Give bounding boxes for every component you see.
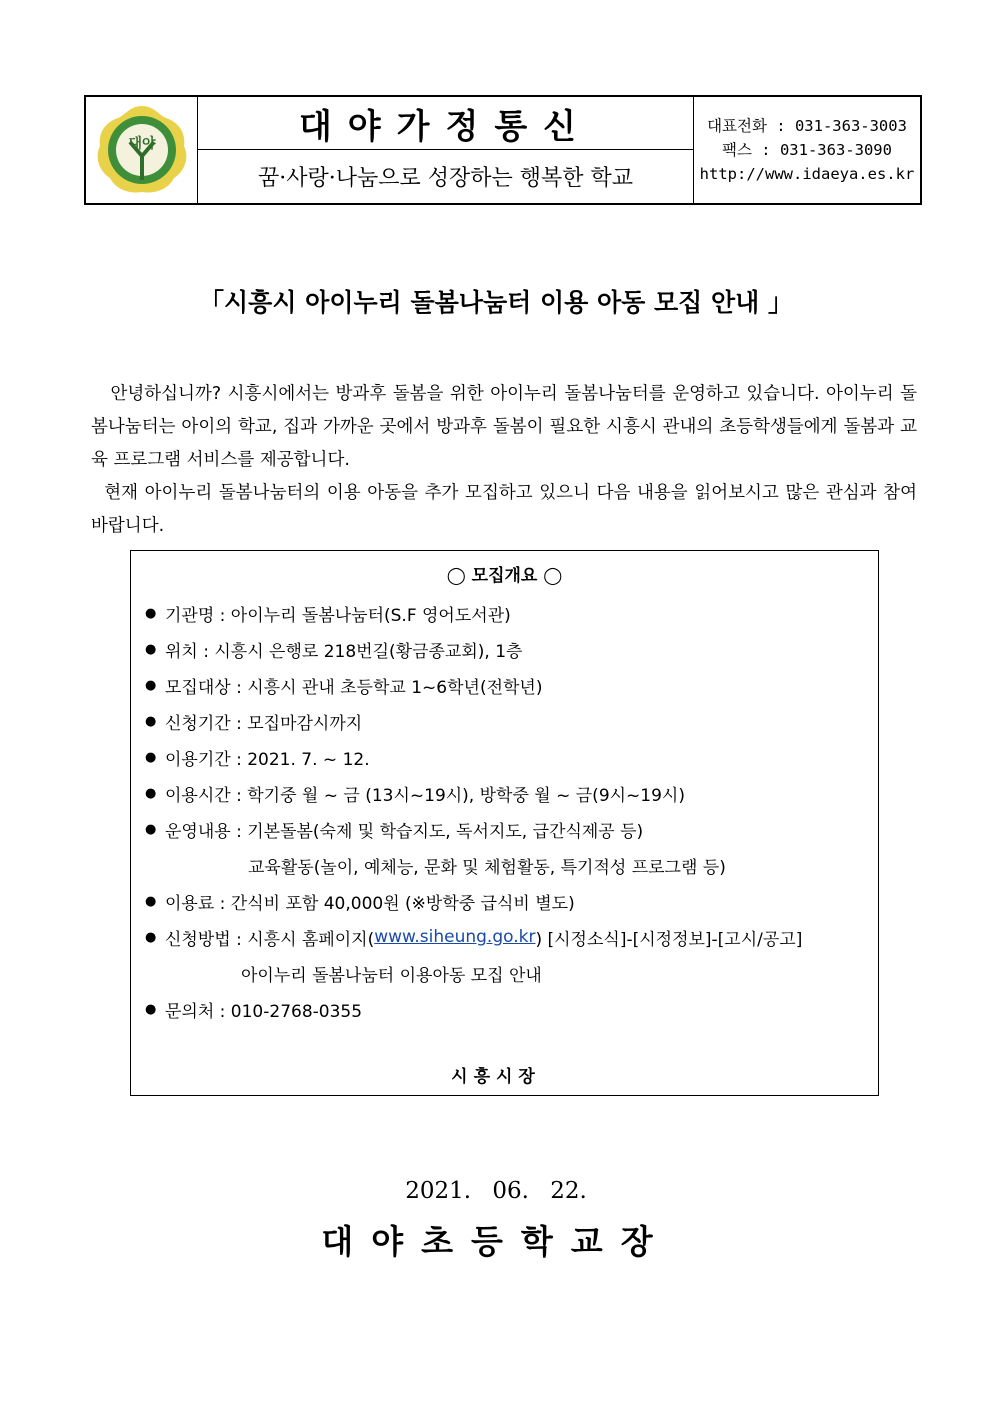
list-item: ● 기관명 : 아이누리 돌봄나눔터(S.F 영어도서관) (145, 605, 511, 626)
school-url[interactable]: http://www.idaeya.es.kr (699, 165, 915, 183)
phone-number: 대표전화 : 031-363-3003 (707, 117, 907, 135)
title-cell (198, 97, 694, 203)
intro-paragraph: 안녕하십니까? 시흥시에서는 방과후 돌봄을 위한 아이누리 돌봄나눔터를 운영하고 있습니다. 아이누리 돌봄나눔터는 아이의 학교, 집과 가까운 곳에서 방과후 돌봄이 필요한 시흥시 관내의 초등학생들에게 돌봄과 교육 프로그램 서비스를 제공합니다. (91, 384, 917, 470)
bullet-icon: ● (145, 677, 157, 693)
school-logo (86, 97, 198, 203)
recruitment-overview-box (130, 550, 879, 1096)
school-emblem-icon (94, 102, 190, 198)
overview-list (145, 595, 802, 1027)
contact-info (694, 97, 920, 203)
bullet-icon: ● (145, 605, 157, 621)
list-item-continuation: 교육활동(놀이, 예체능, 문화 및 체험활동, 특기적성 프로그램 등) (248, 857, 726, 878)
bullet-icon: ● (145, 749, 157, 765)
list-item: ● 신청기간 : 모집마감시까지 (145, 713, 363, 734)
school-motto: 꿈·사랑·나눔으로 성장하는 행복한 학교 (258, 166, 633, 191)
bullet-icon: ● (145, 785, 157, 801)
bullet-icon: ● (145, 821, 157, 837)
list-item: ● 신청방법 : 시흥시 홈페이지( www.siheung.go.kr ) [시정소식]-[시정정보]-[고시/공고] (145, 927, 803, 950)
list-item: ● 이용기간 : 2021. 7. ~ 12. (145, 749, 370, 770)
intro-text (91, 378, 917, 543)
newsletter-title: 대야가정통신 (198, 97, 693, 150)
list-item: ● 문의처 : 010-2768-0355 (145, 1001, 363, 1022)
list-item: ● 모집대상 : 시흥시 관내 초등학교 1~6학년(전학년) (145, 677, 543, 698)
list-item: ● 운영내용 : 기본돌봄(숙제 및 학습지도, 독서지도, 급간식제공 등) (145, 821, 644, 842)
bullet-icon: ● (145, 1001, 157, 1017)
newsletter-header (84, 95, 922, 205)
list-item: ● 이용시간 : 학기중 월 ~ 금 (13시~19시), 방학중 월 ~ 금(9시~19시) (145, 785, 685, 806)
document-title: 「시흥시 아이누리 돌봄나눔터 이용 아동 모집 안내 」 (199, 288, 793, 317)
bullet-icon: ● (145, 713, 157, 729)
logo-text: 대야 (127, 136, 156, 152)
fax-number: 팩스 : 031-363-3090 (722, 141, 892, 159)
list-item-continuation: 아이누리 돌봄나눔터 이용아동 모집 안내 (241, 965, 542, 986)
siheung-homepage-link[interactable]: www.siheung.go.kr (374, 927, 536, 947)
intro-paragraph: 현재 아이누리 돌봄나눔터의 이용 아동을 추가 모집하고 있으니 다음 내용을 읽어보시고 많은 관심과 참여 바랍니다. (91, 483, 917, 536)
box-title: ◯ 모집개요 ◯ (446, 566, 563, 586)
bullet-icon: ● (145, 641, 157, 657)
document-date: 2021. 06. 22. (405, 1178, 587, 1204)
list-item: ● 위치 : 시흥시 은행로 218번길(황금종교회), 1층 (145, 641, 523, 662)
bullet-icon: ● (145, 893, 157, 909)
box-signer: 시흥시장 (451, 1067, 541, 1087)
bullet-icon: ● (145, 929, 157, 945)
list-item: ● 이용료 : 간식비 포함 40,000원 (※방학중 급식비 별도) (145, 893, 575, 914)
principal-signature: 대야초등학교장 (321, 1222, 671, 1261)
